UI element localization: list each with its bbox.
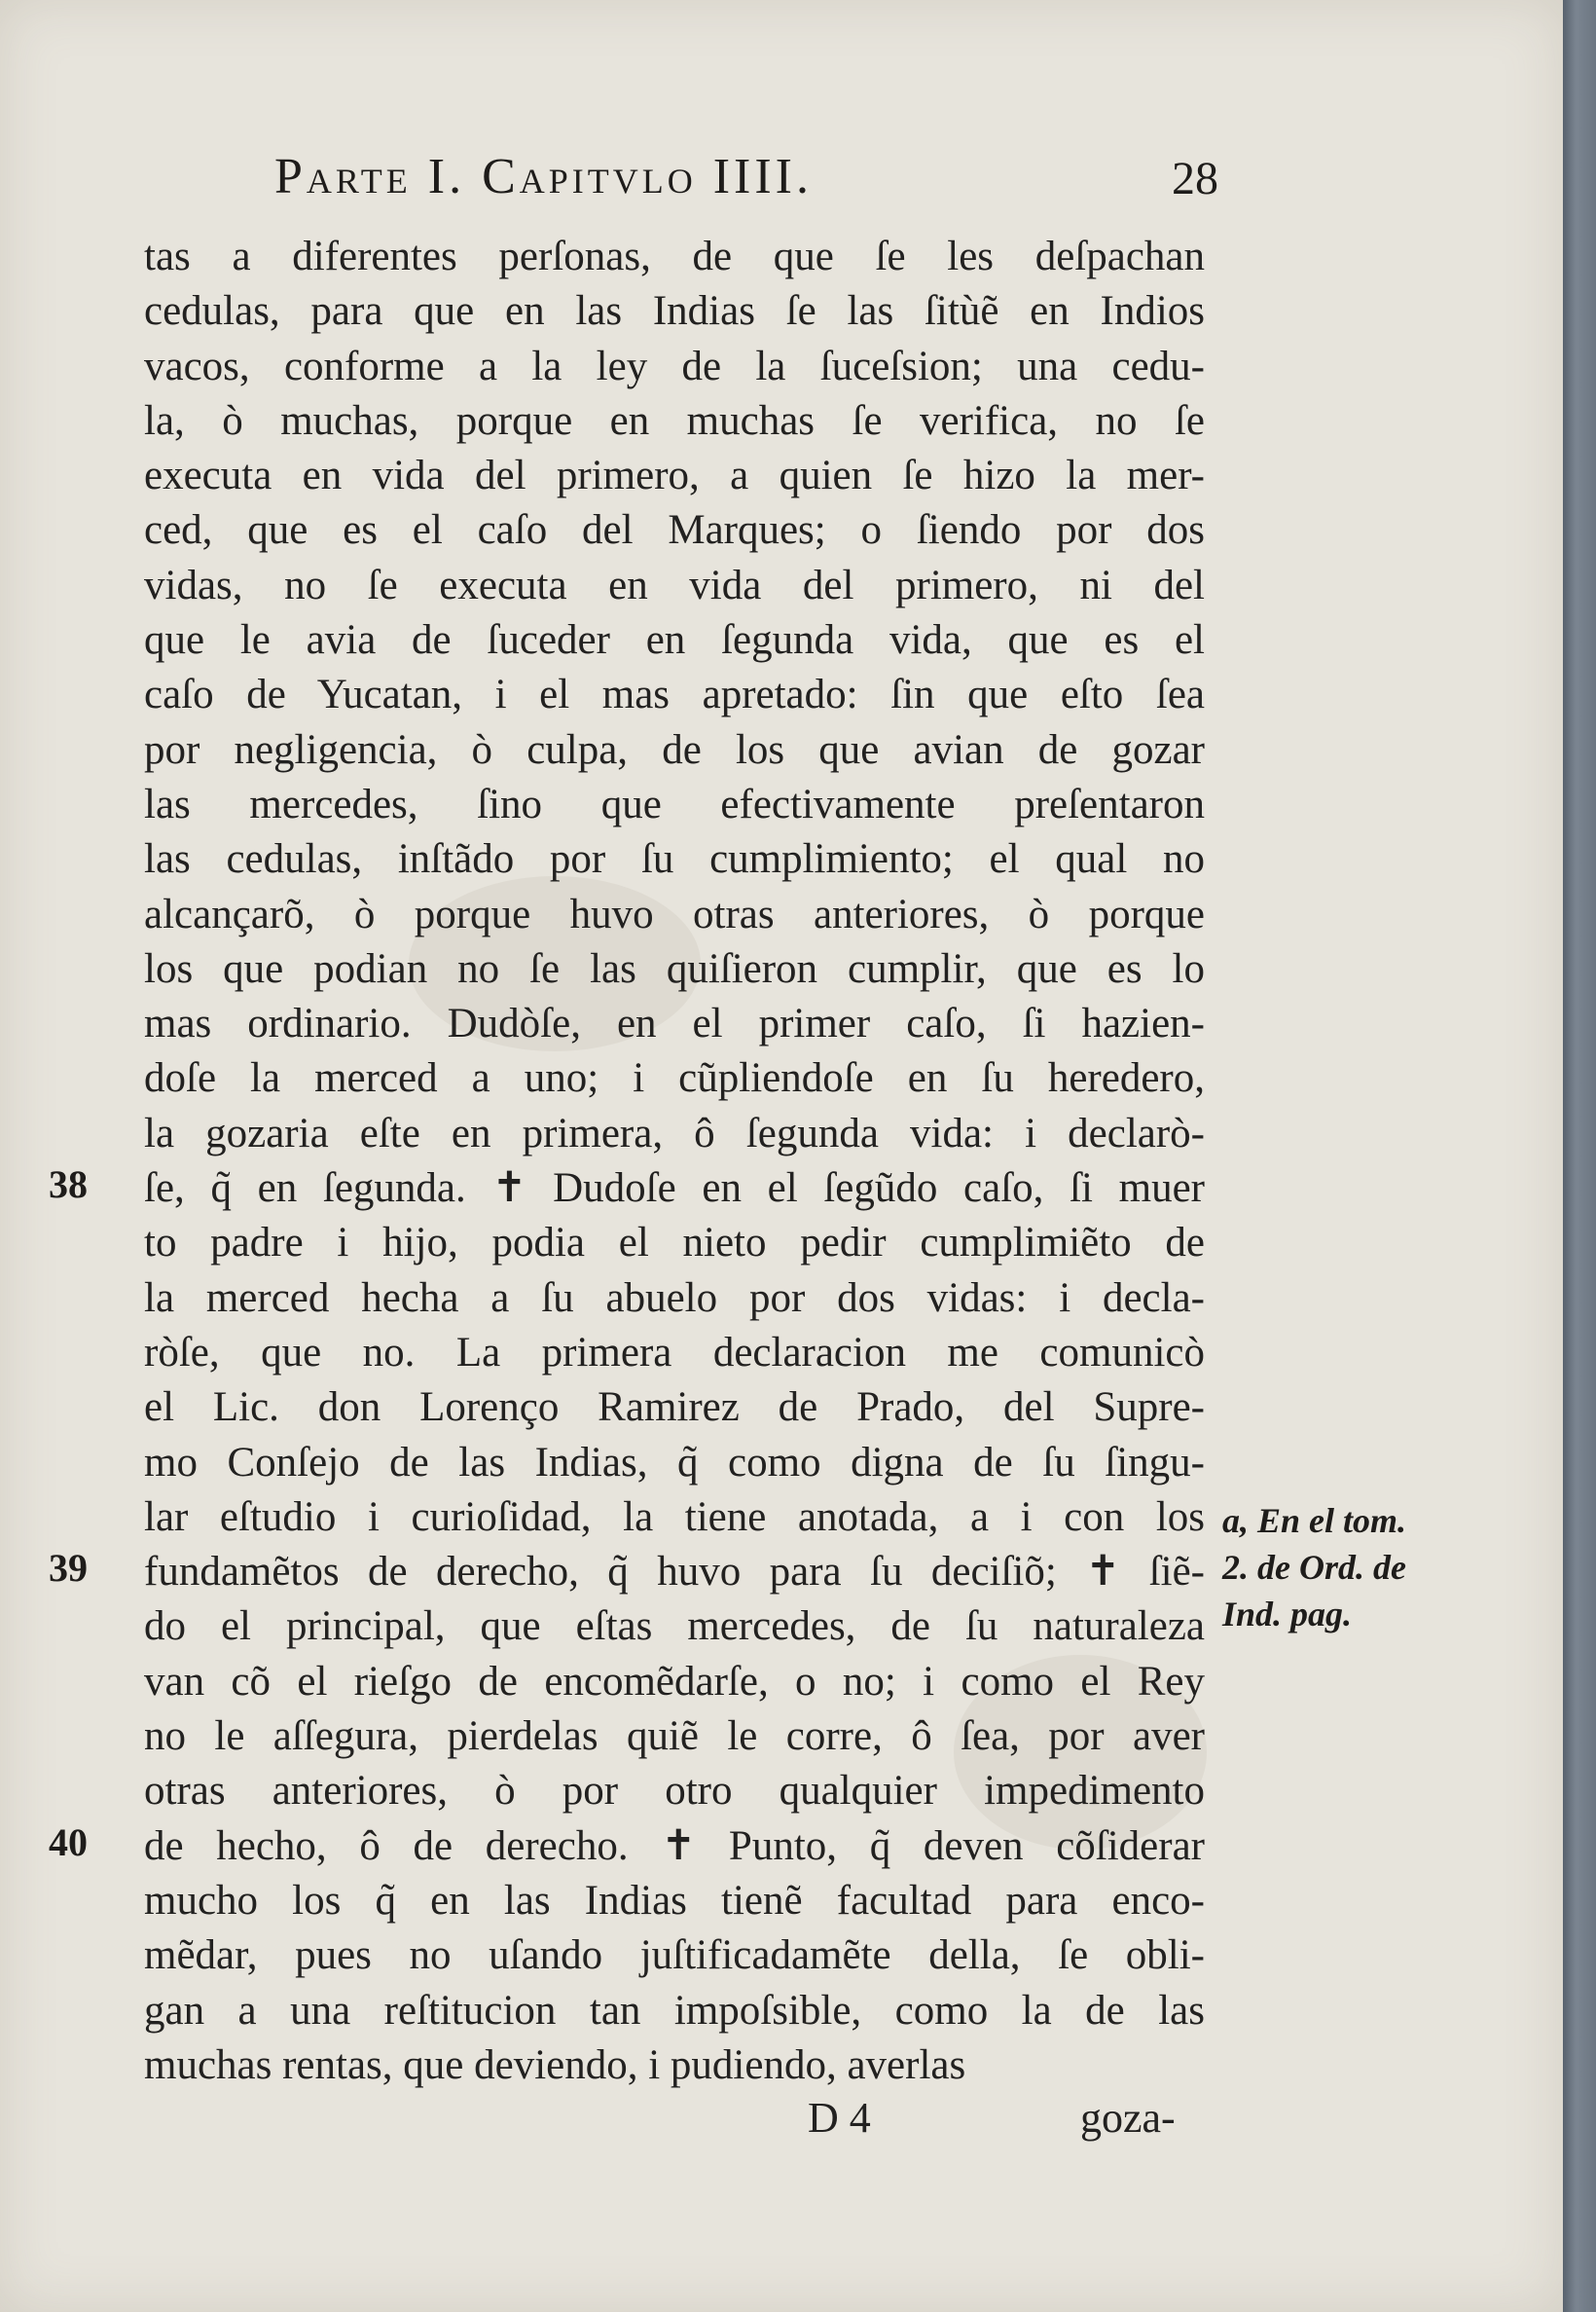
text-line: van cõ el rieſgo de encomẽdarſe, o no; i como el Rey: [144, 1658, 1205, 1705]
text-line: otras anteriores, ò por otro qualquier impedimento: [144, 1768, 1205, 1815]
text-line: cedulas, para que en las Indias ſe las ſitùẽ en Indios: [144, 288, 1205, 335]
text-line: gan a una reſtitucion tan impoſsible, como la de las: [144, 1987, 1205, 2034]
text-line: executa en vida del primero, a quien ſe hizo la mer-: [144, 453, 1205, 499]
text-line: mucho los q̃ en las Indias tienẽ facultad para enco-: [144, 1877, 1205, 1924]
margin-number: 40: [49, 1820, 88, 1864]
signature-mark: D 4: [808, 2094, 871, 2142]
text-line: no le aſſegura, pierdelas quiẽ le corre, ô ſea, por aver: [144, 1713, 1205, 1760]
page-edge-background: [1563, 0, 1596, 2312]
text-line: do el principal, que eſtas mercedes, de ſu naturaleza: [144, 1603, 1205, 1650]
catchword: goza-: [1080, 2094, 1176, 2142]
text-line: por negligencia, ò culpa, de los que avian de gozar: [144, 726, 1205, 773]
text-line: to padre i hijo, podia el nieto pedir cumplimiẽto de: [144, 1220, 1205, 1266]
text-line: de hecho, ô de derecho. ✝ Punto, q̃ deven cõſiderar: [144, 1822, 1205, 1869]
text-line: las mercedes, ſino que efectivamente preſentaron: [144, 781, 1205, 827]
marginal-note-line: 2. de Ord. de: [1222, 1548, 1406, 1587]
text-line: ced, que es el caſo del Marques; o ſiendo por dos: [144, 507, 1205, 554]
text-line: vacos, conforme a la ley de la ſuceſsion; una cedu-: [144, 343, 1205, 389]
text-line: mẽdar, pues no uſando juſtificadamẽte della, ſe obli-: [144, 1932, 1205, 1979]
text-line: la gozaria eſte en primera, ô ſegunda vida: i declarò-: [144, 1110, 1205, 1156]
text-line: el Lic. don Lorenço Ramirez de Prado, del Supre-: [144, 1384, 1205, 1431]
text-line: ròſe, que no. La primera declaracion me comunicò: [144, 1329, 1205, 1376]
page-footer: [0, 2093, 1563, 2151]
text-line: caſo de Yucatan, i el mas apretado: ſin que eſto ſea: [144, 672, 1205, 718]
text-line: mo Conſejo de las Indias, q̃ como digna de ſu ſingu-: [144, 1439, 1205, 1486]
text-line: muchas rentas, que deviendo, i pudiendo, averlas: [144, 2041, 966, 2088]
marginal-note-line: a, En el tom.: [1222, 1501, 1407, 1540]
text-line: lar eſtudio i curioſidad, la tiene anotada, a i con los: [144, 1493, 1205, 1540]
text-line: la merced hecha a ſu abuelo por dos vidas: i decla-: [144, 1274, 1205, 1321]
text-line: vidas, no ſe executa en vida del primero, ni del: [144, 562, 1205, 608]
marginal-note-line: Ind. pag.: [1222, 1595, 1353, 1633]
marginal-note: [1222, 1497, 1466, 1637]
running-head: [274, 148, 1218, 216]
text-line: ſe, q̃ en ſegunda. ✝ Dudoſe en el ſegũdo caſo, ſi muer: [144, 1165, 1205, 1212]
body-text: [144, 230, 1205, 2093]
text-line: mas ordinario. Dudòſe, en el primer caſo, ſi hazien-: [144, 1001, 1205, 1047]
text-line: los que podian no ſe las quiſieron cumplir, que es lo: [144, 945, 1205, 992]
text-line: alcançarõ, ò porque huvo otras anteriores, ò porque: [144, 891, 1205, 937]
page-number: 28: [1172, 153, 1218, 204]
text-line: que le avia de ſuceder en ſegunda vida, que es el: [144, 617, 1205, 664]
text-line: fundamẽtos de derecho, q̃ huvo para ſu deciſiõ; ✝ ſiẽ-: [144, 1549, 1205, 1596]
text-line: la, ò muchas, porque en muchas ſe verifica, no ſe: [144, 397, 1205, 444]
margin-number: 39: [49, 1546, 88, 1590]
margin-number: 38: [49, 1162, 88, 1206]
chapter-title: Parte I. Capitvlo IIII.: [274, 149, 813, 204]
text-line: las cedulas, inſtãdo por ſu cumplimiento; el qual no: [144, 836, 1205, 883]
text-line: doſe la merced a uno; i cũpliendoſe en ſu heredero,: [144, 1055, 1205, 1102]
text-line: tas a diferentes perſonas, de que ſe les deſpachan: [144, 234, 1205, 279]
